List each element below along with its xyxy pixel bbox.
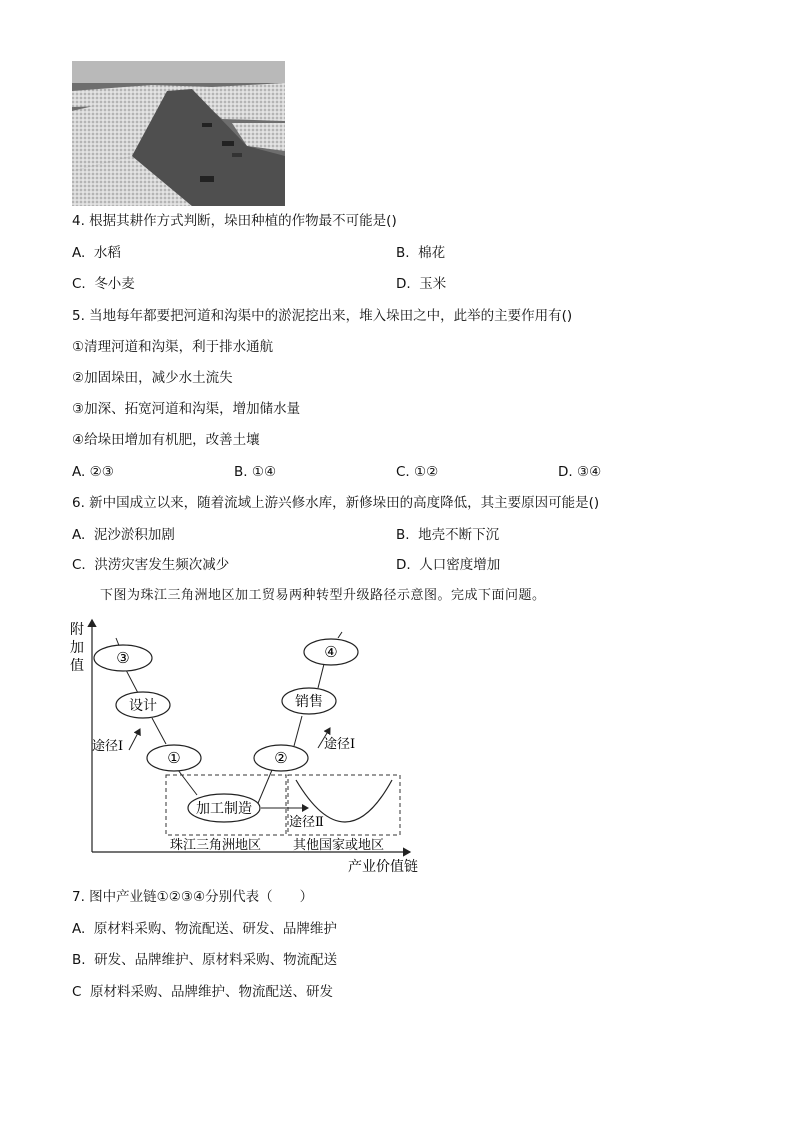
node-4-label: ④ [324,643,338,661]
q7-option-b[interactable] [72,951,337,969]
option-label: B. [72,952,86,968]
x-axis-label: 产业价值链 [348,859,418,875]
option-label: A. [72,245,86,261]
q4-stem: 4. 根据其耕作方式判断，垛田种植的作物最不可能是() [72,213,397,229]
node-1-label: ① [167,749,181,767]
option-text: 泥沙淤积加剧 [93,527,175,543]
q6-option-c[interactable] [72,556,229,574]
option-text: 棉花 [418,245,446,261]
q4-option-c[interactable] [72,275,135,293]
q6-option-b[interactable] [396,526,499,544]
node-design-label: 设计 [129,698,157,714]
path1-left-label: 途径Ⅰ [92,739,124,754]
y-axis-char-1: 附 [70,622,84,638]
option-label: D. [558,464,573,480]
q5-statement-2: ②加固垛田，减少水土流失 [72,370,233,386]
q5-option-b[interactable] [234,463,276,481]
option-label: C. [72,557,86,573]
q5-option-d[interactable] [558,463,601,481]
option-text: ②③ [89,464,114,480]
option-text: 研发、品牌维护、原材料采购、物流配送 [94,952,338,968]
q5-statement-3: ③加深、拓宽河道和沟渠，增加储水量 [72,401,301,417]
diagram-intro: 下图为珠江三角洲地区加工贸易两种转型升级路径示意图。完成下面问题。 [100,588,546,603]
q5-statement-1: ①清理河道和沟渠，利于排水通航 [72,339,274,355]
option-label: B. [234,464,248,480]
q4-option-b[interactable] [396,244,445,262]
q7-option-c[interactable] [72,983,333,1001]
option-label: A. [72,527,86,543]
q6-option-a[interactable] [72,526,175,544]
option-text: 洪涝灾害发生频次减少 [94,557,230,573]
q5-stem: 5. 当地每年都要把河道和沟渠中的淤泥挖出来，堆入垛田之中，此举的主要作用有() [72,308,573,324]
option-text: 水稻 [93,245,121,261]
q4-option-a[interactable] [72,244,121,262]
option-label: A. [72,464,86,480]
region-right-label: 其他国家或地区 [293,838,385,853]
q7-stem: 7. 图中产业链①②③④分别代表（ ） [72,889,314,905]
q5-statement-4: ④给垛田增加有机肥，改善土壤 [72,432,260,448]
q4-option-d[interactable] [396,275,446,293]
path1-left-arrow [129,729,140,750]
node-3-label: ③ [116,649,130,667]
option-label: B. [396,527,410,543]
region-left-label: 珠江三角洲地区 [170,838,262,853]
option-text: ①② [414,464,439,480]
y-axis-char-2: 加 [70,640,84,656]
option-label: B. [396,245,410,261]
option-text: 原材料采购、品牌维护、物流配送、研发 [90,984,334,1000]
node-sales-label: 销售 [295,694,323,710]
duotian-photo [72,61,285,206]
q5-option-a[interactable] [72,463,114,481]
node-2-label: ② [274,749,288,767]
q6-stem: 6. 新中国成立以来，随着流域上游兴修水库，新修垛田的高度降低，其主要原因可能是() [72,495,600,511]
option-label: C. [72,276,86,292]
option-text: 玉米 [419,276,447,292]
node-manufacturing-label: 加工制造 [196,801,252,817]
option-text: 人口密度增加 [419,557,501,573]
path1-right-label: 途径Ⅰ [324,737,356,752]
option-label: D. [396,276,411,292]
option-text: ③④ [576,464,602,480]
option-label: C [72,984,82,1000]
q7-option-a[interactable] [72,920,337,938]
option-text: 冬小麦 [94,276,135,292]
q5-option-c[interactable] [396,463,438,481]
option-label: A. [72,921,86,937]
y-axis-char-3: 值 [70,658,84,674]
option-text: 地壳不断下沉 [418,527,500,543]
option-text: ①④ [251,464,277,480]
option-text: 原材料采购、物流配送、研发、品牌维护 [93,921,337,937]
option-label: C. [396,464,410,480]
path2-label: 途径Ⅱ [289,815,324,830]
option-label: D. [396,557,411,573]
q6-option-d[interactable] [396,556,500,574]
value-chain-diagram [60,612,440,880]
